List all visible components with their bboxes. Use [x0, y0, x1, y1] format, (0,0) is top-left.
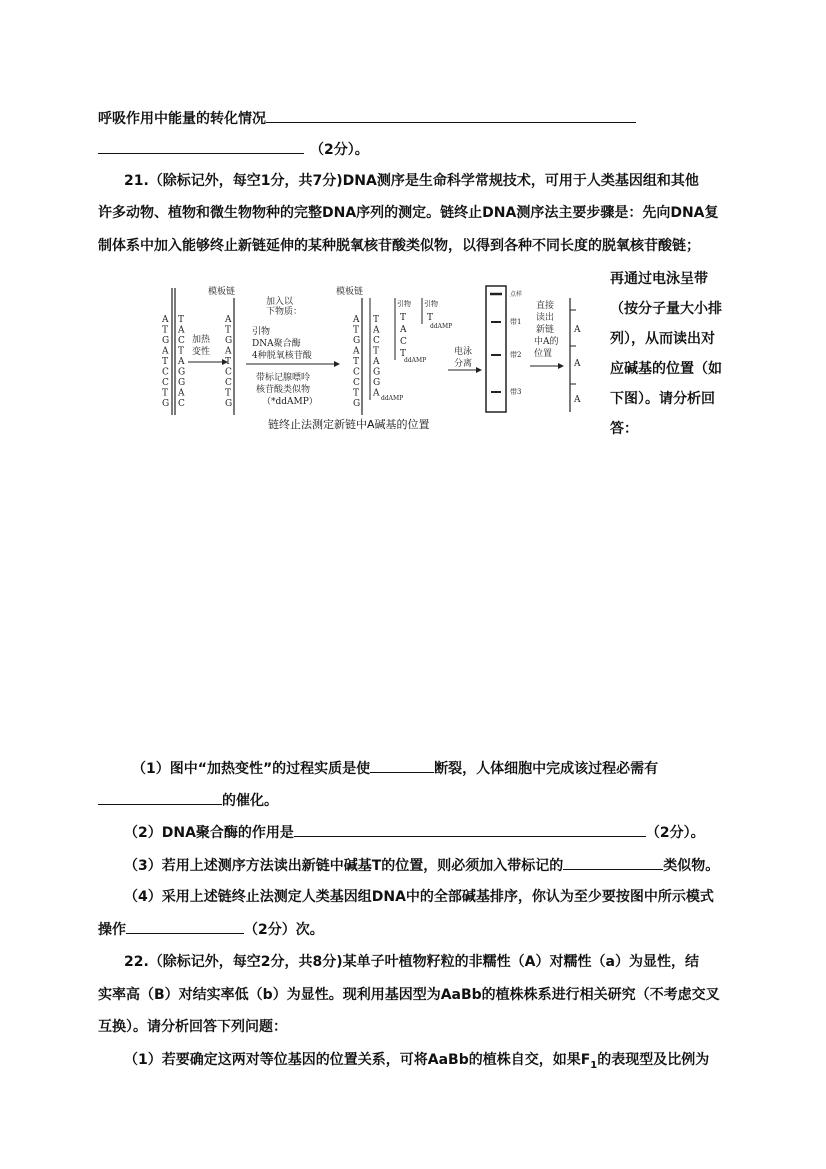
base: G — [178, 367, 186, 378]
answer-blank[interactable] — [98, 139, 304, 154]
base: A — [353, 346, 360, 357]
answer-blank[interactable] — [563, 855, 663, 870]
base: A — [178, 325, 185, 336]
base: T — [373, 346, 380, 357]
base: C — [178, 399, 185, 409]
template-label: 模板链 — [336, 287, 364, 297]
base: T — [178, 346, 185, 357]
electro-label: 分离 — [454, 359, 473, 369]
add-label: 加入以 — [266, 297, 294, 307]
new-strand-bases — [372, 315, 380, 399]
base: G — [353, 399, 361, 409]
base: T — [225, 388, 232, 399]
base: A — [373, 325, 380, 336]
labeled-analog: （*ddAMP） — [262, 397, 318, 407]
base: A — [178, 357, 185, 367]
ddamp-label: ddAMP — [430, 323, 453, 330]
base: A — [178, 388, 185, 399]
q22-line-3: 互换）。请分析回答下列问题： — [98, 1019, 287, 1035]
side-line: 再通过电泳呈带 — [610, 271, 708, 287]
base: A — [373, 388, 380, 399]
right-strand-bases — [177, 315, 185, 409]
base: A — [373, 357, 380, 367]
q21-2-line — [124, 822, 764, 843]
base: T — [353, 388, 360, 399]
primer-label: 引物 — [424, 300, 438, 308]
base: A — [162, 315, 169, 325]
side-line: 答： — [610, 421, 638, 437]
base: G — [178, 378, 186, 388]
template-bases-2 — [352, 315, 360, 409]
ddamp-label: ddAMP — [381, 395, 404, 402]
primer-label: 引物 — [397, 300, 411, 308]
side-line: 应碱基的位置（如 — [610, 361, 722, 377]
intro-line-2 — [98, 139, 738, 160]
base: G — [225, 399, 233, 409]
base: T — [225, 357, 232, 367]
base: G — [225, 336, 233, 346]
base: C — [178, 336, 185, 346]
arrow-head — [334, 361, 340, 367]
answer-blank[interactable] — [266, 108, 636, 123]
read-label: 位置 — [534, 349, 553, 359]
side-line: 下图）。请分析回 — [610, 391, 715, 407]
q21-4-text-c: （2分）次。 — [244, 922, 324, 938]
q21-4-text-b: 操作 — [98, 922, 126, 938]
readout-base: A — [574, 325, 581, 335]
intro-line-1 — [98, 108, 738, 129]
base: T — [400, 349, 407, 359]
heat-label: 变性 — [192, 347, 211, 357]
base: G — [373, 367, 381, 378]
ddamp-label: ddAMP — [404, 357, 427, 364]
q21-3-text-a: （3）若用上述测序方法读出新链中碱基T的位置，则必须加入带标记的 — [124, 858, 564, 874]
base: G — [162, 399, 170, 409]
template-label: 模板链 — [208, 287, 236, 297]
heat-label: 加热 — [192, 335, 211, 345]
labeled-analog: 核苷酸类似物 — [256, 385, 311, 395]
base: A — [353, 315, 360, 325]
template-bases — [224, 315, 232, 409]
q21-lead: 21.（除标记外，每空1分，共7分)DNA测序是生命科学常规技术，可用于人类基因组和其他 — [124, 173, 699, 189]
answer-blank[interactable] — [126, 919, 244, 934]
q21-1-text-c: 的催化。 — [222, 793, 278, 809]
q21-1-text-a: （1）图中“加热变性”的过程实质是使 — [132, 761, 371, 777]
q21-1-text-b: 断裂，人体细胞中完成该过程必需有 — [434, 761, 659, 777]
base: T — [400, 313, 407, 323]
base: C — [373, 336, 380, 346]
readout-base: A — [574, 395, 581, 405]
q21-1-line-2 — [98, 790, 738, 811]
add-label: 下物质： — [266, 307, 303, 317]
base: T — [225, 325, 232, 336]
arrow-head — [476, 367, 482, 373]
base: C — [225, 378, 232, 388]
read-label: 新链 — [536, 325, 555, 335]
q21-4-line: （4）采用上述链终止法测定人类基因组DNA中的全部碱基排序，你认为至少要按图中所示模式 — [124, 889, 714, 905]
answer-blank[interactable] — [294, 822, 646, 837]
read-label: 中A的 — [534, 337, 559, 347]
side-line: （按分子量大小排 — [610, 301, 722, 317]
q22-1-text-b: 的表现型及比例为 — [597, 1052, 710, 1068]
left-strand-bases — [161, 315, 169, 409]
base: C — [353, 367, 360, 378]
q21-2-text-b: （2分）。 — [645, 825, 705, 841]
base: G — [162, 336, 170, 346]
base: T — [162, 357, 169, 367]
base: A — [162, 346, 169, 357]
q21-4-line-2 — [98, 919, 738, 940]
q21-line-2: 许多动物、植物和微生物物种的完整DNA序列的测定。链终止DNA测序法主要步骤是：先向DNA复 — [98, 205, 719, 221]
base: A — [225, 346, 232, 357]
gel-lane — [486, 286, 506, 412]
electro-label: 电泳 — [454, 347, 473, 357]
sequencing-figure — [150, 280, 598, 430]
base: C — [400, 337, 407, 347]
band-label: 带1 — [510, 318, 522, 326]
base: T — [162, 325, 169, 336]
q21-3-line — [124, 855, 764, 876]
reagent: 4种脱氧核苷酸 — [252, 351, 312, 361]
base: A — [400, 325, 407, 335]
intro-text: 呼吸作用中能量的转化情况 — [98, 111, 266, 127]
base: T — [353, 357, 360, 367]
base: C — [353, 378, 360, 388]
q21-line-3: 制体系中加入能够终止新链延伸的某种脱氧核苷酸类似物，以得到各种不同长度的脱氧核苷酸链； — [98, 238, 700, 254]
sample-label: 点样 — [510, 291, 523, 298]
base: G — [373, 378, 381, 388]
score-note: （2分）。 — [310, 142, 369, 158]
band-label: 带3 — [510, 388, 522, 396]
base: A — [225, 315, 232, 325]
labeled-analog: 带标记腺嘌呤 — [256, 373, 311, 383]
q21-3-text-b: 类似物。 — [663, 858, 720, 874]
q22-1-text-a: （1）若要确定这两对等位基因的位置关系，可将AaBb的植株自交，如果F — [124, 1052, 591, 1068]
base: T — [162, 388, 169, 399]
base: T — [427, 313, 434, 323]
base: C — [162, 367, 169, 378]
answer-blank[interactable] — [98, 790, 222, 805]
q21-side-text — [610, 264, 740, 444]
read-label: 读出 — [536, 313, 555, 323]
readout-base: A — [574, 359, 581, 369]
answer-blank[interactable] — [370, 758, 434, 773]
base: T — [373, 315, 380, 325]
q22-1-line — [124, 1050, 764, 1076]
reagent: DNA聚合酶 — [252, 339, 301, 349]
q22-lead: 22.（除标记外，每空2分，共8分)某单子叶植物籽粒的非糯性（A）对糯性（a）为显性，结 — [124, 954, 699, 970]
side-line: 列），从而读出对 — [610, 331, 715, 347]
q21-1-line — [132, 758, 772, 779]
band-label: 带2 — [510, 351, 522, 359]
base: C — [225, 367, 232, 378]
read-label: 直接 — [536, 301, 555, 311]
base: T — [353, 325, 360, 336]
base: G — [353, 336, 361, 346]
figure-caption: 链终止法测定新链中A碱基的位置 — [268, 418, 430, 431]
base: C — [162, 378, 169, 388]
base: T — [178, 315, 185, 325]
arrow-head — [558, 363, 564, 369]
q22-line-2: 实率高（B）对结实率低（b）为显性。现利用基因型为AaBb的植株株系进行相关研究（不考虑交叉 — [98, 987, 720, 1003]
q21-2-text-a: （2）DNA聚合酶的作用是 — [124, 825, 294, 841]
subscript: 1 — [590, 1059, 598, 1071]
reagent: 引物 — [252, 327, 271, 337]
